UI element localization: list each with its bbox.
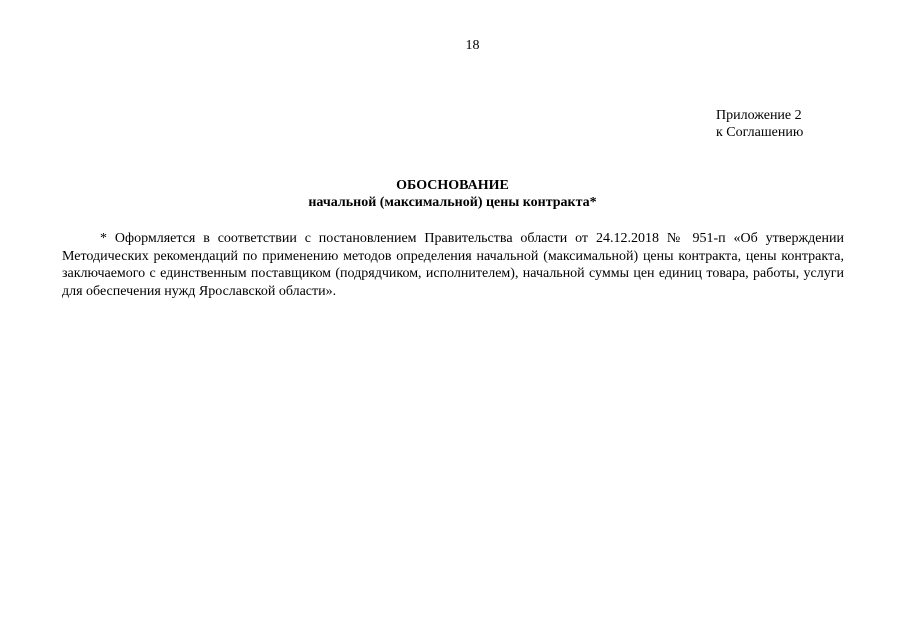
footnote-paragraph: * Оформляется в соответствии с постановлением Правительства области от 24.12.2018 № 951-п «Об утверждении Методических рекомендаций по применению методов определения начальной (максимальной) цены контракта, цены контракта, заключаемого с единственным поставщиком (подрядчиком, исполнителем), начальной суммы цен единиц товара, работы, услуги для обеспечения нужд Ярославской области».: [62, 231, 844, 299]
appendix-line-1: Приложение 2: [716, 108, 802, 123]
appendix-line-2: к Соглашению: [716, 125, 804, 140]
heading-title: ОБОСНОВАНИЕ: [396, 178, 509, 193]
heading-subtitle: начальной (максимальной) цены контракта*: [308, 195, 597, 210]
page-number: 18: [465, 38, 480, 53]
appendix-reference: [716, 107, 803, 141]
document-heading: [0, 177, 905, 211]
